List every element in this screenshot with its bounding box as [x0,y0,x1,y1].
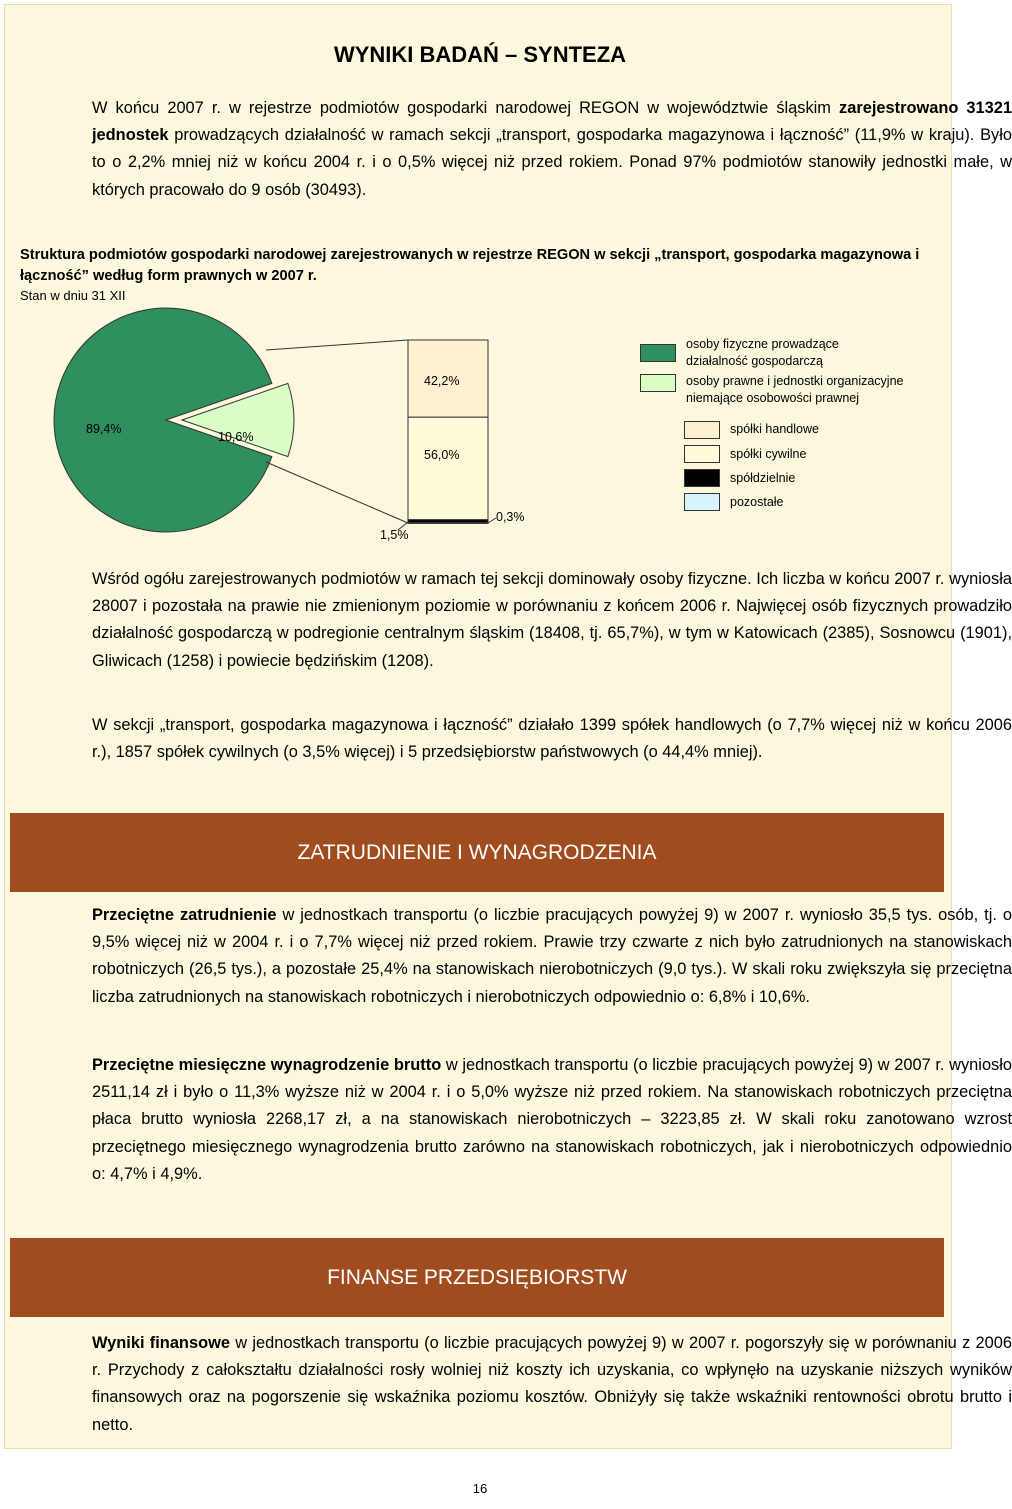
paragraph-osoby-fizyczne: Wśród ogółu zarejestrowanych podmiotów w ramach tej sekcji dominowały osoby fizyczne. Ich liczba w końcu 2007 r. wyniosła 28007 i pozostała na prawie nie zmienionym poziomie w porównaniu z końcem 2006 r. Najwięcej osób fizycznych prowadziło działalność gospodarczą w podregionie centralnym śląskim (18408, tj. 65,7%), w tym w Katowicach (2385), Sosnowcu (1901), Gliwicach (1258) i powiecie będzińskim (1208). [92,570,1012,670]
bar-label-spoldzielnie: 1,5% [380,528,409,542]
connector-line-bottom [266,462,408,523]
pie-label-fizyczne: 89,4% [86,422,122,436]
chart-subtitle: Stan w dniu 31 XII [20,288,126,303]
legend-label-fizyczne: osoby fizyczne prowadzące działalność gospodarczą [686,337,839,368]
chart-title: Struktura podmiotów gospodarki narodowej zarejestrowanych w rejestrze REGON w sekcji „transport, gospodarka magazynowa i łączność” według form prawnych w 2007 r. [20,247,920,284]
paragraph-wynagrodzenie: Przeciętne miesięczne wynagrodzenie brutto w jednostkach transportu (o liczbie pracujących powyżej 9) w 2007 r. wyniosło 2511,14 zł i było o 11,3% wyższe niż w 2004 r. i o 5,0% wyższe niż przed rokiem. Na stanowiskach robotniczych przeciętna płaca brutto wyniosła 2268,17 zł, a na stanowiskach nierobotniczych – 3223,85 zł. W skali roku zanotowano wzrost przeciętnego miesięcznego wynagrodzenia brutto zarówno na stanowiskach robotniczych, jak i nierobotniczych odpowiednio o: 4,7% i 4,9%. [92,1056,1012,1183]
stacked-bar [408,340,488,523]
paragraph-finanse: Wyniki finansowe w jednostkach transportu (o liczbie pracujących powyżej 9) w 2007 r. pogorszyły się w porównaniu z 2006 r. Przychody z całokształtu działalności rosły wolniej niż koszty ich uzyskania, co wpłynęło na uzyskanie niższych wyników finansowych oraz na pogorszenie się wskaźnika poziomu kosztów. Obniżyły się także wskaźniki rentowności obrotu brutto i netto. [92,1334,1012,1434]
legend-swatch-handlowe [684,421,720,439]
legend-label-cywilne: spółki cywilne [730,447,807,461]
legend-swatch-prawne [640,374,676,392]
page-title: WYNIKI BADAŃ – SYNTEZA [333,42,627,67]
paragraph-spolki: W sekcji „transport, gospodarka magazynowa i łączność” działało 1399 spółek handlowych (o 7,7% więcej niż w końcu 2006 r.), 1857 spółek cywilnych (o 3,5% więcej) i 5 przedsiębiorstw państwowych (o 44,4% mniej). [92,716,1012,762]
legend-label-handlowe: spółki handlowe [730,422,819,436]
bar-label-handlowe: 42,2% [424,374,460,388]
label-line-pozostale [488,518,496,523]
intro-paragraph: W końcu 2007 r. w rejestrze podmiotów gospodarki narodowej REGON w województwie śląskim zarejestrowano 31321 jednostek prowadzących działalność w ramach sekcji „transport, gospodarka magazynowa i łączność” (11,9% w kraju). Było to o 2,2% mniej niż w końcu 2004 r. i o 0,5% więcej niż przed rokiem. Ponad 97% podmiotów stanowiły jednostki małe, w których pracowało do 9 osób (30493). [92,99,1012,199]
paragraph-zatrudnienie: Przeciętne zatrudnienie w jednostkach transportu (o liczbie pracujących powyżej 9) w 2007 r. wyniosło 35,5 tys. osób, tj. o 9,5% więcej niż w 2004 r. i o 7,7% więcej niż przed rokiem. Prawie trzy czwarte z nich było zatrudnionych na stanowiskach robotniczych (26,5 tys.), a pozostałe 25,4% na stanowiskach nierobotniczych (9,0 tys.). W skali roku zwiększyła się przeciętna liczba zatrudnionych na stanowiskach robotniczych i nierobotniczych odpowiednio o: 6,8% i 10,6%. [92,906,1012,1006]
bar-segment-cywilne [408,417,488,519]
legend-swatch-fizyczne [640,344,676,362]
legend-label-pozostale: pozostałe [730,495,784,509]
legend-swatch-pozostale [684,493,720,511]
bar-segment-pozostale [408,522,488,523]
bar-label-pozostale: 0,3% [496,510,525,524]
chart-svg [0,0,960,560]
section-banner-finanse: FINANSE PRZEDSIĘBIORSTW [10,1238,944,1317]
bar-label-cywilne: 56,0% [424,448,460,462]
legend-label-prawne: osoby prawne i jednostki organizacyjne niemające osobowości prawnej [686,374,904,405]
legend-swatch-cywilne [684,445,720,463]
pie-chart [54,308,294,532]
legend-label-spoldzielnie: spółdzielnie [730,471,796,485]
legend-swatch-spoldzielnie [684,469,720,487]
section-banner-zatrudnienie: ZATRUDNIENIE I WYNAGRODZENIA [10,813,944,892]
connector-line-top [266,340,408,350]
pie-label-prawne: 10,6% [218,430,254,444]
page-number: 16 [472,1481,488,1496]
